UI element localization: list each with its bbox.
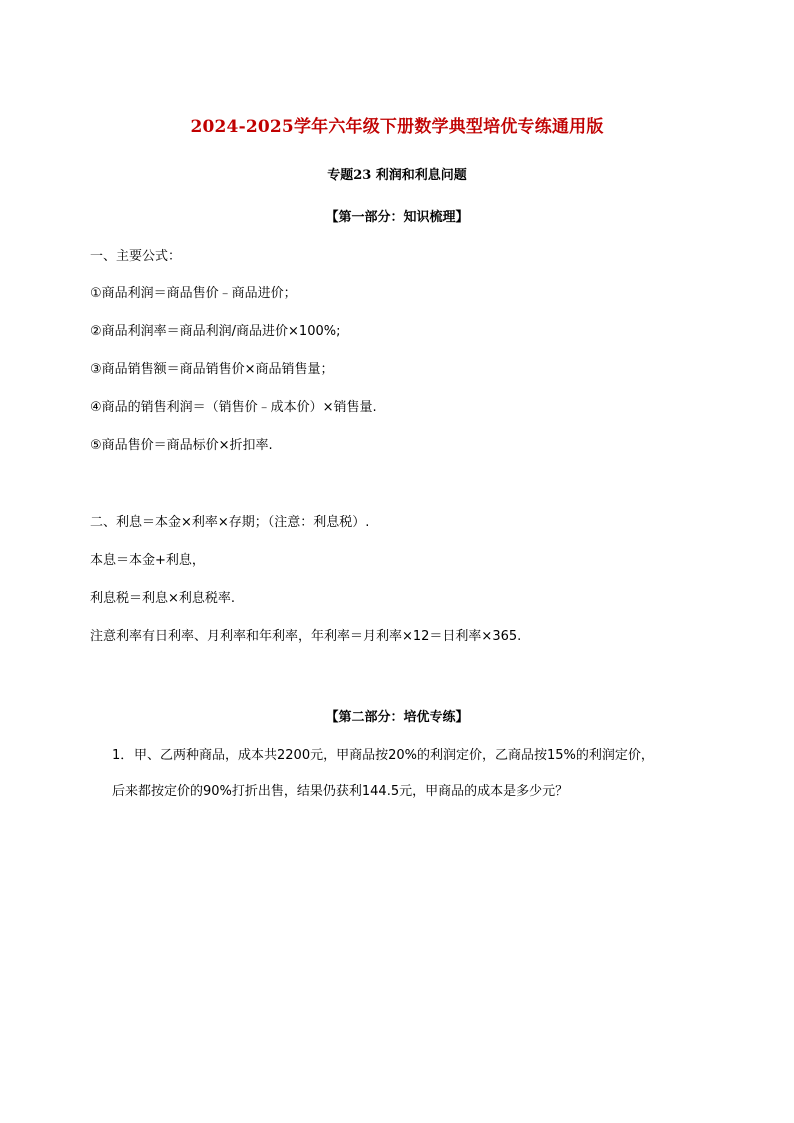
formula-line: ④商品的销售利润＝（销售价﹣成本价）×销售量. xyxy=(90,400,377,415)
formula-line: ①商品利润＝商品售价﹣商品进价； xyxy=(90,286,297,301)
question-text-line: 后来都按定价的90%打折出售，结果仍获利144.5元，甲商品的成本是多少元？ xyxy=(112,784,569,799)
interest-line: 利息税＝利息×利息税率. xyxy=(90,591,236,606)
question-text-line: 甲、乙两种商品，成本共2200元，甲商品按20%的利润定价，乙商品按15%的利润定价， xyxy=(134,748,654,763)
part1-heading: 【第一部分：知识梳理】 xyxy=(325,210,469,225)
topic-subtitle: 专题23 利润和利息问题 xyxy=(327,168,467,183)
part2-heading: 【第二部分：培优专练】 xyxy=(325,710,469,725)
question-number: 1． xyxy=(112,748,134,763)
formula-line: ③商品销售额＝商品销售价×商品销售量； xyxy=(90,362,334,377)
interest-line: 本息＝本金+利息， xyxy=(90,553,205,568)
formulas-heading: 一、主要公式： xyxy=(90,249,182,264)
formula-line: ②商品利润率＝商品利润/商品进价×100%; xyxy=(90,324,341,339)
interest-line: 注意利率有日利率、月利率和年利率，年利率＝月利率×12＝日利率×365. xyxy=(90,629,522,644)
document-title: 2024-2025学年六年级下册数学典型培优专练通用版 xyxy=(190,117,604,137)
interest-line: 二、利息＝本金×利率×存期；（注意：利息税）. xyxy=(90,515,370,530)
formula-line: ⑤商品售价＝商品标价×折扣率. xyxy=(90,438,273,453)
